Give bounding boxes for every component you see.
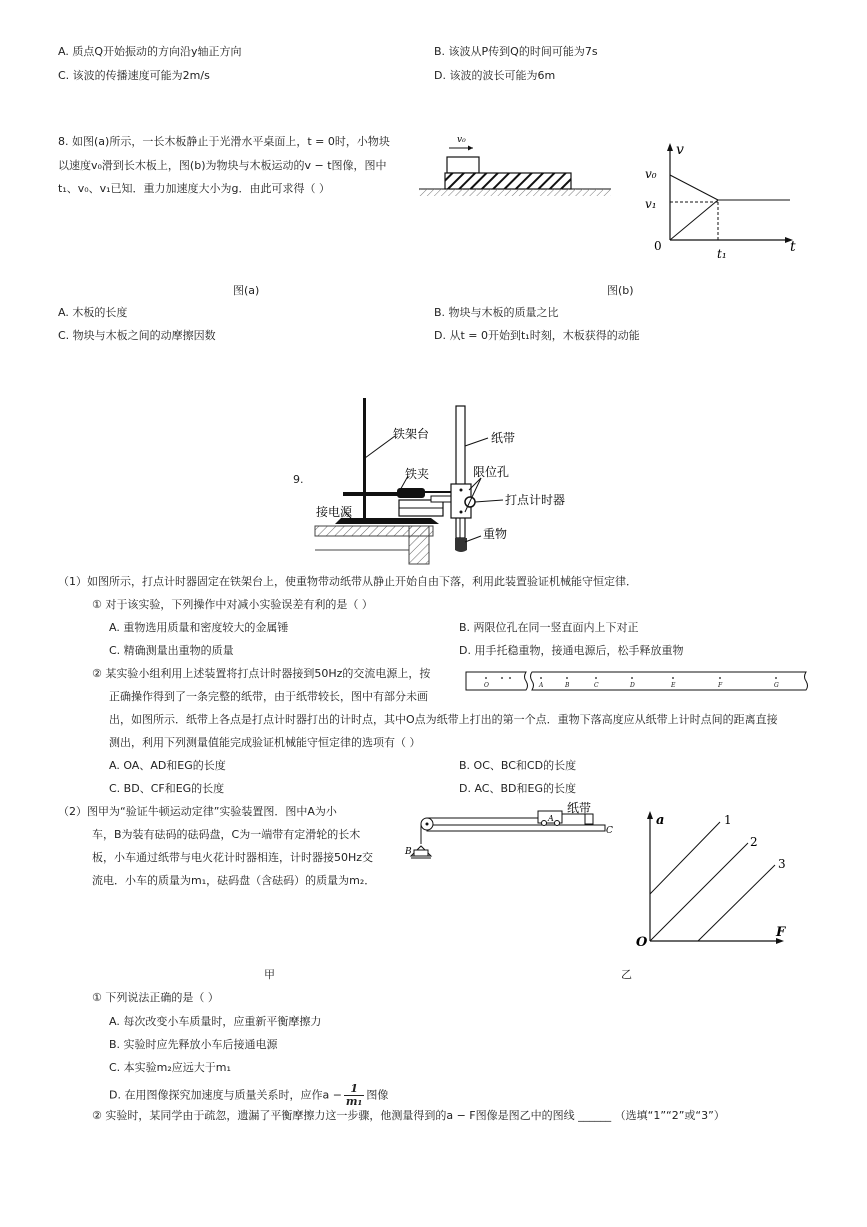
q9-part1-sub2-line1: ② 某实验小组利用上述装置将打点计时器接到50Hz的交流电源上，按 xyxy=(92,667,431,680)
q9-part2-line1: （2）图甲为“验证牛顿运动定律”实验装置图．图中A为小 xyxy=(58,805,337,818)
q9-apparatus xyxy=(313,396,593,566)
sub1-d-post: 图像 xyxy=(366,1088,389,1102)
tape-point-label: D xyxy=(630,682,635,689)
q9-part1-sub1-c: C. 精确测量出重物的质量 xyxy=(109,644,234,657)
q9-part1-sub2-b: B. OC、BC和CD的长度 xyxy=(459,759,577,772)
q8-figure-b xyxy=(640,140,805,265)
v-axis-label: v xyxy=(676,142,684,158)
tape-dot xyxy=(485,677,487,679)
paper-tape xyxy=(466,669,808,693)
yi-a-axis-label: a xyxy=(656,813,665,828)
q8-figure-a xyxy=(415,130,615,202)
tape-point-label: E xyxy=(671,682,676,689)
q8-line2: 以速度v₀滑到长木板上，图(b)为物块与木板运动的v − t图像，图中 xyxy=(58,159,387,172)
tape-point-label: A xyxy=(539,682,544,689)
yi-line-3-label: 3 xyxy=(778,857,786,871)
t-axis-label: t xyxy=(790,239,796,255)
q8-line1: 8. 如图(a)所示，一长木板静止于光滑水平桌面上，t = 0时，小物块 xyxy=(58,135,390,148)
v1-label: v₁ xyxy=(645,197,657,211)
q9-part1-sub2-d: D. AC、BD和EG的长度 xyxy=(459,782,576,795)
option-c: C. 该波的传播速度可能为2m/s xyxy=(58,69,210,82)
q9-part2-sub2: ② 实验时，某同学由于疏忽，遗漏了平衡摩擦力这一步骤，他测量得到的a − F图像是图乙中的图线 ______ （选填“1”“2”或“3”） xyxy=(92,1109,725,1122)
q9-part2-sub1-a: A. 每次改变小车质量时，应重新平衡摩擦力 xyxy=(109,1015,322,1028)
tape-point-label: C xyxy=(594,682,599,689)
jia-label-b: B xyxy=(405,847,412,857)
label-clamp: 铁夹 xyxy=(405,467,430,481)
tape-dot xyxy=(595,677,597,679)
q8-option-c: C. 物块与木板之间的动摩擦因数 xyxy=(58,329,216,342)
q9-part1-sub2-line4: 测出，利用下列测量值能完成验证机械能守恒定律的选项有（ ） xyxy=(109,736,421,749)
fraction-numerator: 1 xyxy=(344,1083,364,1096)
tape-dot xyxy=(540,677,542,679)
q9-part1-sub1-a: A. 重物选用质量和密度较大的金属锤 xyxy=(109,621,289,634)
v0-label: v₀ xyxy=(645,167,657,181)
q8-option-b: B. 物块与木板的质量之比 xyxy=(434,306,559,319)
figure-yi xyxy=(630,808,795,948)
q9-part2-sub1-b: B. 实验时应先释放小车后接通电源 xyxy=(109,1038,278,1051)
tape-dot xyxy=(631,677,633,679)
option-b: B. 该波从P传到Q的时间可能为7s xyxy=(434,45,598,58)
fraction xyxy=(344,1083,364,1108)
fig-yi-caption: 乙 xyxy=(621,968,632,981)
q9-number: 9. xyxy=(293,473,304,486)
q9-part1-sub2-line3: 出，如图所示．纸带上各点是打点计时器打出的计时点，其中O点为纸带上打出的第一个点．重物下落高度应从纸带上计时点间的距离直接 xyxy=(109,713,778,726)
q8-line3: t₁、v₀、v₁已知．重力加速度大小为g．由此可求得（ ） xyxy=(58,182,331,195)
label-timer: 打点计时器 xyxy=(505,493,566,507)
q8-option-d: D. 从t = 0开始到t₁时刻，木板获得的动能 xyxy=(434,329,640,342)
q9-part2-sub1-question: ① 下列说法正确的是（ ） xyxy=(92,991,219,1004)
label-tape: 纸带 xyxy=(491,431,516,445)
jia-label-a: A xyxy=(548,814,554,823)
q8-option-a: A. 木板的长度 xyxy=(58,306,128,319)
option-d: D. 该波的波长可能为6m xyxy=(434,69,556,82)
q9-part1-sub1-d: D. 用手托稳重物，接通电源后，松手释放重物 xyxy=(459,644,684,657)
tape-dot xyxy=(501,677,503,679)
q9-part1-sub2-a: A. OA、AD和EG的长度 xyxy=(109,759,226,772)
long-board xyxy=(445,173,571,189)
jia-label-c: C xyxy=(606,826,613,836)
tape-dot xyxy=(775,677,777,679)
tape-point-label: G xyxy=(774,682,779,689)
label-stand: 铁架台 xyxy=(393,427,430,441)
tape-dot xyxy=(672,677,674,679)
tape-point-label: O xyxy=(484,682,489,689)
q9-part2-sub1-d xyxy=(109,1083,388,1108)
small-block xyxy=(447,157,479,173)
fig-b-caption: 图(b) xyxy=(607,284,634,297)
yi-origin-label: O xyxy=(636,935,648,950)
t1-label: t₁ xyxy=(717,247,727,261)
tape-point-label: F xyxy=(718,682,723,689)
q9-part1-sub1-b: B. 两限位孔在同一竖直面内上下对正 xyxy=(459,621,639,634)
tape-dot xyxy=(719,677,721,679)
option-a: A. 质点Q开始振动的方向沿y轴正方向 xyxy=(58,45,242,58)
jia-label-tape: 纸带 xyxy=(567,801,592,815)
fig-a-caption: 图(a) xyxy=(233,284,260,297)
q9-part1-sub1-question: ① 对于该实验，下列操作中对减小实验误差有利的是（ ） xyxy=(92,598,373,611)
label-weight: 重物 xyxy=(483,527,508,541)
yi-line-2-label: 2 xyxy=(750,835,758,849)
q9-part1-intro: （1）如图所示，打点计时器固定在铁架台上，使重物带动纸带从静止开始自由下落，利用此装置验证机械能守恒定律． xyxy=(58,575,637,588)
q9-part1-sub2-line2: 正确操作得到了一条完整的纸带，由于纸带较长，图中有部分未画 xyxy=(109,690,428,703)
q9-part1-sub2-c: C. BD、CF和EG的长度 xyxy=(109,782,225,795)
q9-part2-sub1-c: C. 本实验m₂应远大于m₁ xyxy=(109,1061,231,1074)
label-power: 接电源 xyxy=(316,505,353,519)
label-limit-hole: 限位孔 xyxy=(473,465,510,479)
tape-dot xyxy=(566,677,568,679)
q9-part2-line4: 流电．小车的质量为m₁，砝码盘（含砝码）的质量为m₂． xyxy=(92,874,376,887)
fig-jia-caption: 甲 xyxy=(264,968,275,981)
yi-f-axis-label: F xyxy=(776,925,786,940)
figure-jia xyxy=(405,800,620,870)
q9-part2-line3: 板，小车通过纸带与电火花计时器相连，计时器接50Hz交 xyxy=(92,851,374,864)
yi-line-1-label: 1 xyxy=(724,813,732,827)
sub1-d-text: D. 在用图像探究加速度与质量关系时，应作a − xyxy=(109,1088,342,1102)
origin-label: 0 xyxy=(654,239,662,253)
tape-point-label: B xyxy=(565,682,570,689)
tape-dot xyxy=(509,677,511,679)
fraction-denominator: m₁ xyxy=(345,1095,363,1108)
fig-a-v0-label: v₀ xyxy=(457,135,466,145)
q9-part2-line2: 车，B为装有砝码的砝码盘，C为一端带有定滑轮的长木 xyxy=(92,828,361,841)
